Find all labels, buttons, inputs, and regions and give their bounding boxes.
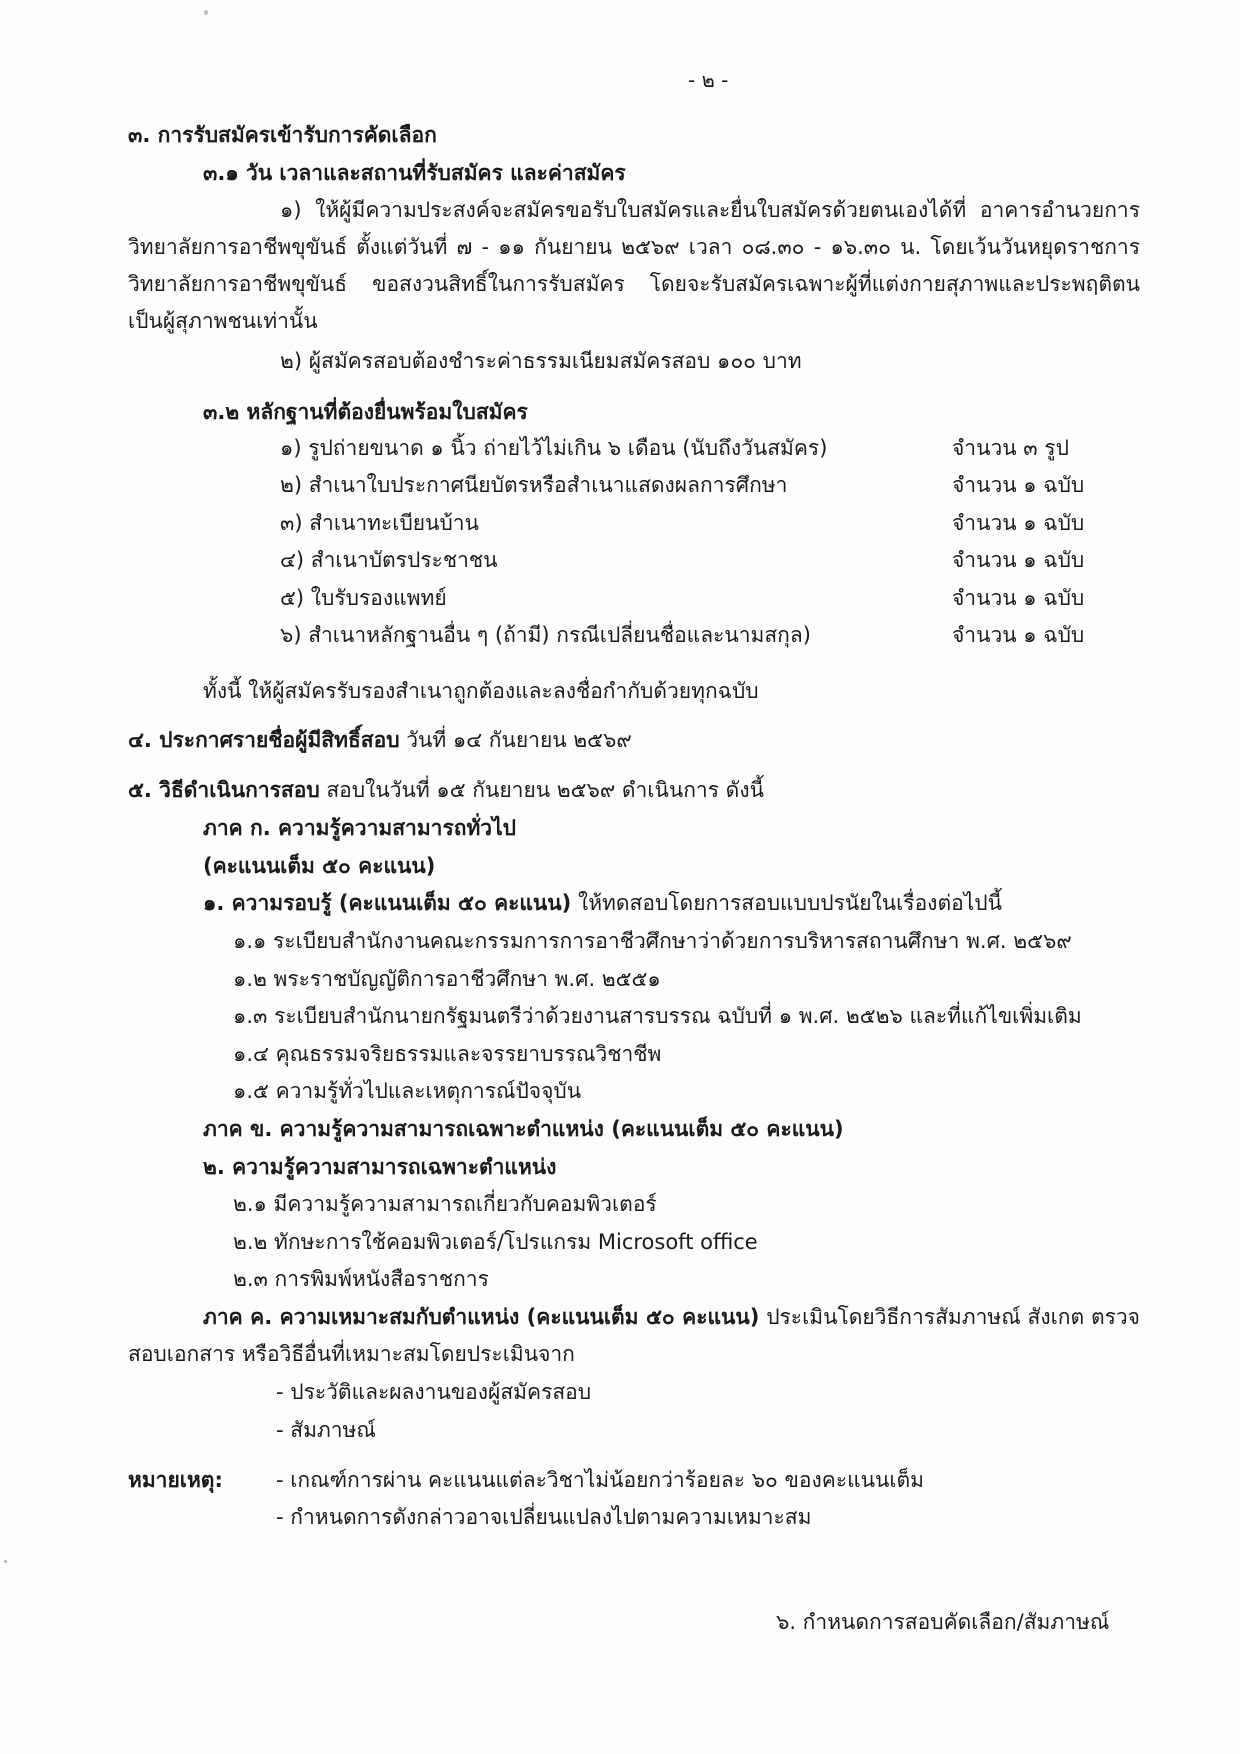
knowledge-text: ให้ทดสอบโดยการสอบแบบปรนัยในเรื่องต่อไปนี้ — [577, 891, 1002, 915]
section-3-heading: ๓. การรับสมัครเข้ารับการคัดเลือก — [128, 123, 437, 147]
section-4 — [128, 722, 632, 759]
remark-item: - กำหนดการดังกล่าวอาจเปลี่ยนแปลงไปตามความเหมาะสม — [276, 1505, 812, 1529]
specific-heading: ๒. ความรู้ความสามารถเฉพาะตำแหน่ง — [203, 1155, 557, 1179]
specific-item: ๒.๓ การพิมพ์หนังสือราชการ — [233, 1267, 489, 1291]
document-name: ๓) สำเนาทะเบียนบ้าน — [280, 511, 479, 535]
knowledge-item: ๑.๒ พระราชบัญญัติการอาชีวศึกษา พ.ศ. ๒๕๕๑ — [233, 967, 661, 991]
document-name: ๕) ใบรับรองแพทย์ — [280, 586, 447, 610]
remarks-label: หมายเหตุ: — [128, 1468, 223, 1492]
part-c-text: ประเมินโดยวิธีการสัมภาษณ์ สังเกต ตรวจสอบเอกสาร หรือวิธีอื่นที่เหมาะสมโดยประเมินจาก — [128, 1305, 1140, 1366]
section-5-label: ๕. วิธีดำเนินการสอบ — [128, 778, 320, 802]
section-5 — [128, 772, 764, 809]
scan-speck — [204, 10, 208, 15]
document-name: ๖) สำเนาหลักฐานอื่น ๆ (ถ้ามี) กรณีเปลี่ยนชื่อและนามสกุล) — [280, 623, 811, 647]
section-3-1-heading: ๓.๑ วัน เวลาและสถานที่รับสมัคร และค่าสมัคร — [203, 161, 626, 185]
document-quantity: จำนวน ๑ ฉบับ — [952, 623, 1085, 647]
document-quantity: จำนวน ๓ รูป — [952, 436, 1069, 460]
knowledge-item: ๑.๑ ระเบียบสำนักงานคณะกรรมการการอาชีวศึกษาว่าด้วยการบริหารสถานศึกษา พ.ศ. ๒๕๖๙ — [233, 929, 1072, 953]
section-4-label: ๔. ประกาศรายชื่อผู้มีสิทธิ์สอบ — [128, 728, 400, 752]
documents-note: ทั้งนี้ ให้ผู้สมัครรับรองสำเนาถูกต้องและลงชื่อกำกับด้วยทุกฉบับ — [203, 679, 759, 703]
document-quantity: จำนวน ๑ ฉบับ — [952, 511, 1085, 535]
knowledge-line — [203, 885, 1002, 922]
document-name: ๔) สำเนาบัตรประชาชน — [280, 548, 498, 572]
specific-item: ๒.๒ ทักษะการใช้คอมพิวเตอร์/โปรแกรม Microsoft office — [233, 1230, 758, 1254]
document-quantity: จำนวน ๑ ฉบับ — [952, 473, 1085, 497]
part-c-item: - สัมภาษณ์ — [276, 1418, 376, 1442]
footer-continuation: ๖. กำหนดการสอบคัดเลือก/สัมภาษณ์ — [776, 1610, 1110, 1634]
scan-speck — [4, 1560, 7, 1563]
section-3-1-item-1: ๑) ให้ผู้มีความประสงค์จะสมัครขอรับใบสมัครและยื่นใบสมัครด้วยตนเองได้ที่ อาคารอำนวยการ วิทยาลัยการอาชีพขุขันธ์ ตั้งแต่วันที่ ๗ - ๑๑ กันยายน ๒๕๖๙ เวลา ๐๘.๓๐ - ๑๖.๓๐ น. โดยเว้นวันหยุดราชการ วิทยาลัยการอาชีพขุขันธ์ ขอสงวนสิทธิ์ในการรับสมัคร โดยจะรับสมัครเฉพาะผู้ที่แต่งกายสุภาพและประพฤติตน เป็นผู้สุภาพชนเท่านั้น — [128, 198, 1140, 333]
knowledge-item: ๑.๕ ความรู้ทั่วไปและเหตุการณ์ปัจจุบัน — [233, 1079, 582, 1103]
knowledge-heading: ๑. ความรอบรู้ (คะแนนเต็ม ๕๐ คะแนน) — [203, 891, 572, 915]
section-3-1-item-2: ๒) ผู้สมัครสอบต้องชำระค่าธรรมเนียมสมัครสอบ ๑๐๐ บาท — [280, 349, 802, 373]
document-quantity: จำนวน ๑ ฉบับ — [952, 586, 1085, 610]
knowledge-item: ๑.๔ คุณธรรมจริยธรรมและจรรยาบรรณวิชาชีพ — [233, 1042, 662, 1066]
knowledge-item: ๑.๓ ระเบียบสำนักนายกรัฐมนตรีว่าด้วยงานสารบรรณ ฉบับที่ ๑ พ.ศ. ๒๕๒๖ และที่แก้ไขเพิ่มเติม — [233, 1004, 1082, 1028]
document-quantity: จำนวน ๑ ฉบับ — [952, 548, 1085, 572]
document-name: ๒) สำเนาใบประกาศนียบัตรหรือสำเนาแสดงผลการศึกษา — [280, 473, 788, 497]
part-a-heading: ภาค ก. ความรู้ความสามารถทั่วไป — [203, 816, 516, 840]
part-c-paragraph — [128, 1299, 1140, 1373]
part-b-heading: ภาค ข. ความรู้ความสามารถเฉพาะตำแหน่ง (คะแนนเต็ม ๕๐ คะแนน) — [203, 1117, 844, 1141]
section-5-text: สอบในวันที่ ๑๕ กันยายน ๒๕๖๙ ดำเนินการ ดังนี้ — [326, 778, 764, 802]
part-c-heading: ภาค ค. ความเหมาะสมกับตำแหน่ง (คะแนนเต็ม ๕๐ คะแนน) — [203, 1305, 760, 1329]
remark-item: - เกณฑ์การผ่าน คะแนนแต่ละวิชาไม่น้อยกว่าร้อยละ ๖๐ ของคะแนนเต็ม — [276, 1468, 924, 1492]
document-name: ๑) รูปถ่ายขนาด ๑ นิ้ว ถ่ายไว้ไม่เกิน ๖ เดือน (นับถึงวันสมัคร) — [280, 436, 828, 460]
page-number: - ๒ - — [688, 68, 729, 92]
section-4-text: วันที่ ๑๔ กันยายน ๒๕๖๙ — [406, 728, 632, 752]
section-3-2-heading: ๓.๒ หลักฐานที่ต้องยื่นพร้อมใบสมัคร — [203, 400, 528, 424]
specific-item: ๒.๑ มีความรู้ความสามารถเกี่ยวกับคอมพิวเตอร์ — [233, 1192, 657, 1216]
part-c-item: - ประวัติและผลงานของผู้สมัครสอบ — [276, 1380, 592, 1404]
part-a-score: (คะแนนเต็ม ๕๐ คะแนน) — [203, 854, 436, 878]
